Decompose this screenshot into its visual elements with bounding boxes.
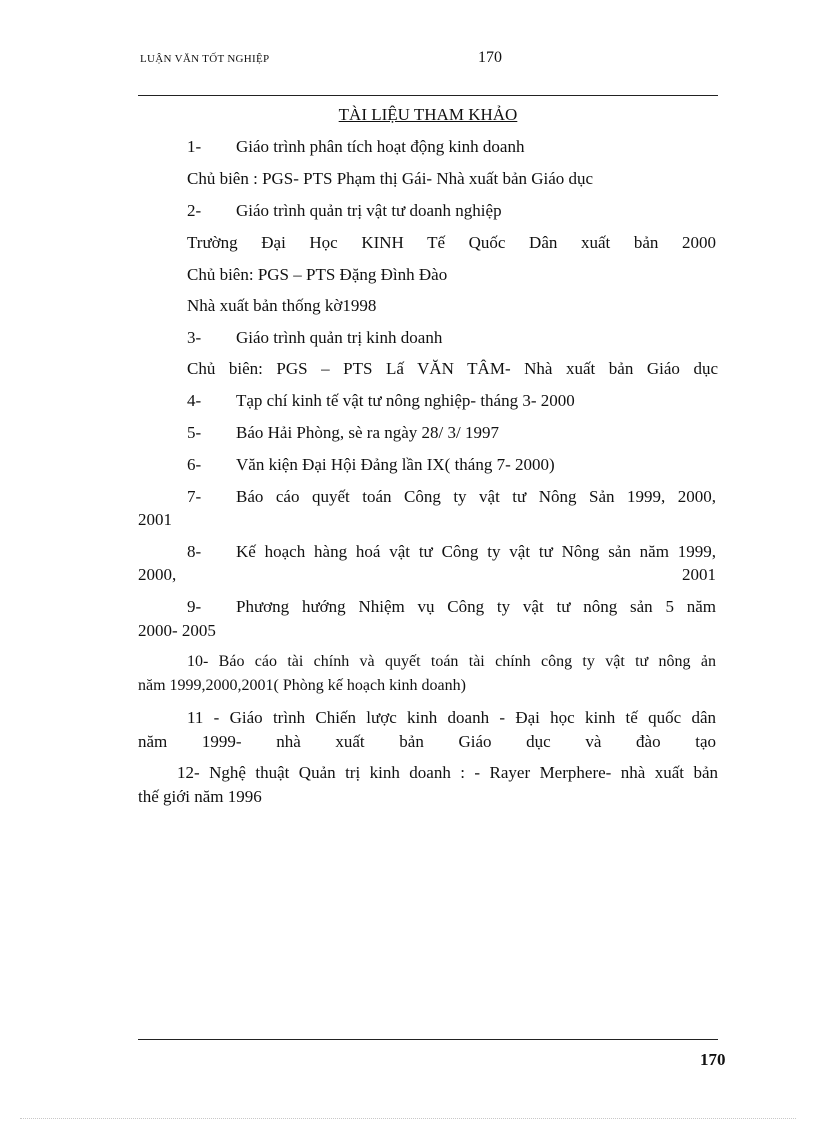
reference-title: Báo Hải Phòng, sè ra ngày 28/ 3/ 1997 [236, 423, 499, 442]
reference-title: Báo cáo quyết toán Công ty vật tư Nông Sản 1999, 2000, [236, 487, 716, 506]
reference-10-line-1: 10- Báo cáo tài chính và quyết toán tài chính công ty vật tư nông ản [187, 653, 716, 670]
reference-number: 9- [187, 597, 202, 616]
reference-title: Phương hướng Nhiệm vụ Công ty vật tư nông sản 5 năm [236, 597, 716, 616]
reference-10-line-2: năm 1999,2000,2001( Phòng kế hoạch kinh doanh) [138, 677, 466, 694]
reference-11-line-2: năm 1999- nhà xuất bản Giáo dục và đào tạo [138, 732, 716, 751]
reference-6 [187, 454, 555, 476]
reference-2-publisher: Trường Đại Học KINH Tế Quốc Dân xuất bản 2000 [187, 233, 716, 252]
reference-number: 8- [187, 542, 202, 561]
reference-8-continuation-left: 2000, [138, 565, 177, 584]
reference-9-continuation: 2000- 2005 [138, 621, 216, 640]
reference-2-editor: Chủ biên: PGS – PTS Đặng Đình Đào [187, 265, 448, 284]
reference-3 [187, 327, 442, 349]
footer-page-number: 170 [700, 1050, 726, 1069]
reference-2-extra: Nhà xuất bản thống kờ1998 [187, 296, 377, 315]
reference-5 [187, 422, 499, 444]
header-thesis-label: LUẬN VĂN TỐT NGHIỆP [140, 53, 270, 65]
page-title: TÀI LIỆU THAM KHẢO [338, 105, 518, 124]
reference-12-line-1: 12- Nghệ thuật Quản trị kinh doanh : - Rayer Merphere- nhà xuất bản [177, 763, 718, 782]
reference-title: Văn kiện Đại Hội Đảng lần IX( tháng 7- 2000) [236, 455, 555, 474]
reference-title: Giáo trình phân tích hoạt động kinh doanh [236, 137, 525, 156]
reference-number: 5- [187, 423, 202, 442]
reference-title: Giáo trình quản trị kinh doanh [236, 328, 443, 347]
reference-number: 2- [187, 201, 202, 220]
reference-title: Giáo trình quản trị vật tư doanh nghiệp [236, 201, 502, 220]
reference-1 [187, 136, 524, 158]
reference-4 [187, 390, 575, 412]
reference-number: 7- [187, 487, 202, 506]
reference-title: Kế hoạch hàng hoá vật tư Công ty vật tư Nông sản năm 1999, [236, 542, 716, 561]
reference-title: Tạp chí kinh tế vật tư nông nghiệp- tháng 3- 2000 [236, 391, 575, 410]
reference-number: 3- [187, 328, 202, 347]
reference-7 [187, 486, 716, 508]
reference-11-line-1: 11 - Giáo trình Chiến lược kinh doanh - Đại học kinh tế quốc dân [187, 708, 716, 727]
header-rule [138, 95, 718, 96]
reference-3-editor: Chủ biên: PGS – PTS Lấ VĂN TÂM- Nhà xuất bản Giáo dục [187, 359, 718, 378]
reference-2 [187, 200, 502, 222]
reference-7-continuation: 2001 [138, 510, 172, 529]
reference-9 [187, 596, 716, 618]
reference-number: 4- [187, 391, 202, 410]
page-edge-dotted-line [20, 1118, 796, 1119]
reference-number: 6- [187, 455, 202, 474]
reference-number: 1- [187, 137, 202, 156]
footer-rule [138, 1039, 718, 1040]
reference-8 [187, 541, 716, 563]
header-page-number: 170 [478, 49, 502, 66]
reference-1-editor: Chủ biên : PGS- PTS Phạm thị Gái- Nhà xuất bản Giáo dục [187, 169, 594, 188]
reference-12-line-2: thế giới năm 1996 [138, 787, 262, 806]
reference-8-continuation-right: 2001 [682, 565, 716, 584]
